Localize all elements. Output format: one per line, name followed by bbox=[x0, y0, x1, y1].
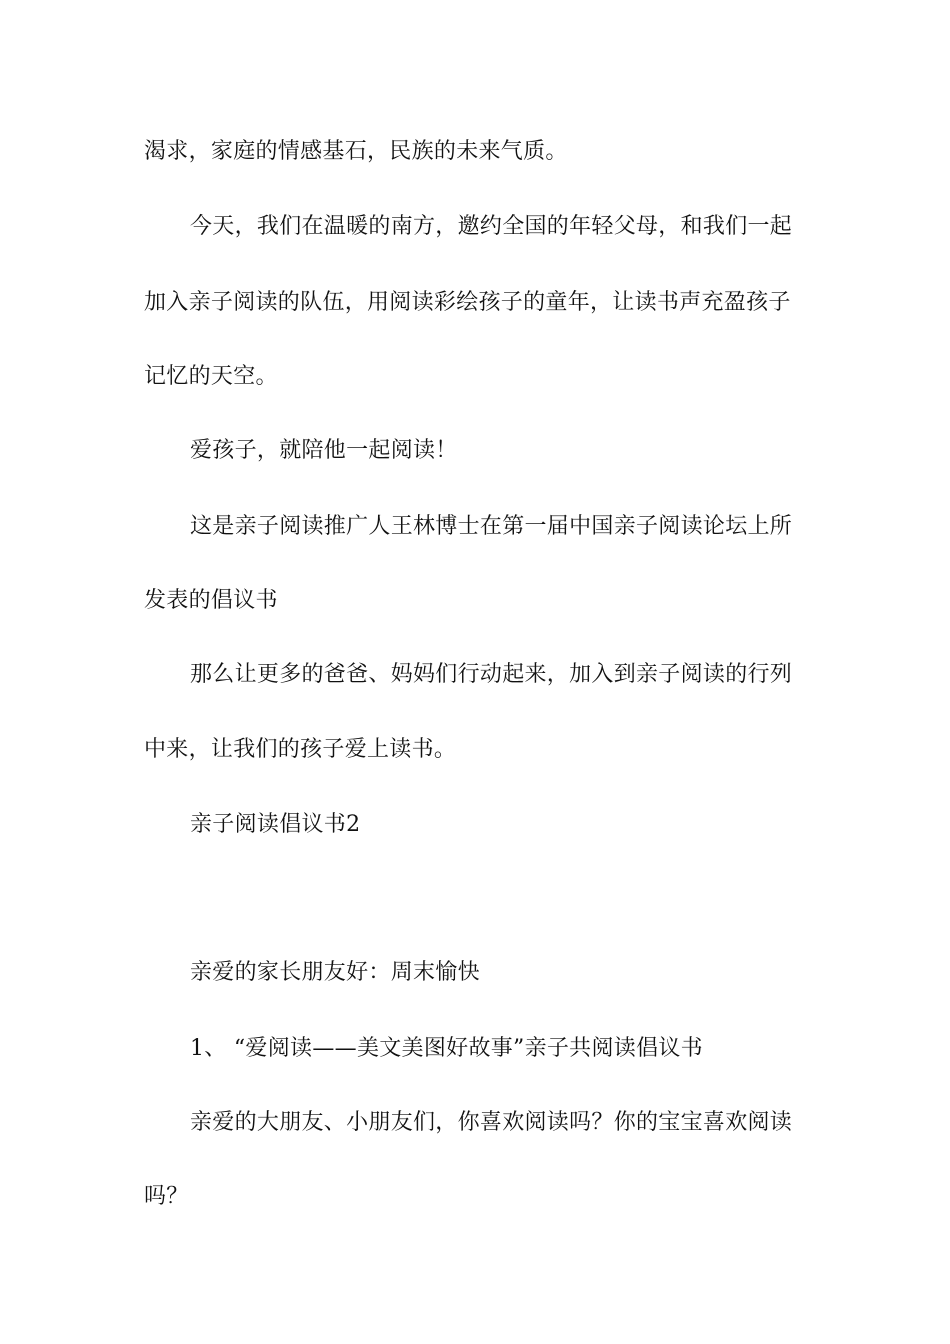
text-line: 记忆的天空。 bbox=[144, 364, 278, 389]
text-line: 中来，让我们的孩子爱上读书。 bbox=[144, 737, 457, 762]
section-heading: 亲子阅读倡议书2 bbox=[190, 812, 361, 837]
text-line: 发表的倡议书 bbox=[144, 588, 278, 613]
text-line: 1、 “爱阅读——美文美图好故事”亲子共阅读倡议书 bbox=[190, 1036, 703, 1061]
text-line: 亲爱的大朋友、小朋友们，你喜欢阅读吗？你的宝宝喜欢阅读 bbox=[190, 1110, 793, 1135]
text-line: 加入亲子阅读的队伍，用阅读彩绘孩子的童年，让读书声充盈孩子 bbox=[144, 290, 791, 315]
text-line: 这是亲子阅读推广人王林博士在第一届中国亲子阅读论坛上所 bbox=[190, 514, 793, 539]
text-line: 那么让更多的爸爸、妈妈们行动起来，加入到亲子阅读的行列 bbox=[190, 662, 793, 687]
text-line: 爱孩子，就陪他一起阅读！ bbox=[190, 438, 458, 463]
text-line: 渴求，家庭的情感基石，民族的未来气质。 bbox=[144, 139, 568, 164]
text-line: 今天，我们在温暖的南方，邀约全国的年轻父母，和我们一起 bbox=[190, 214, 793, 239]
text-line: 亲爱的家长朋友好：周末愉快 bbox=[190, 960, 480, 985]
text-line: 吗？ bbox=[144, 1184, 189, 1209]
